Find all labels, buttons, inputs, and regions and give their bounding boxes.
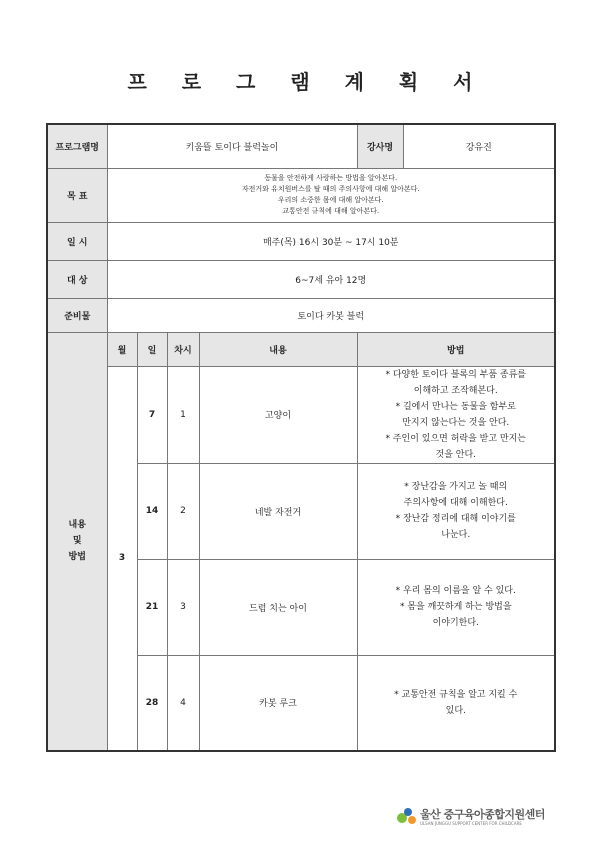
method-line: * 길에서 만나는 동물을 함부로 <box>395 401 516 412</box>
schedule-label: 일 시 <box>47 222 107 260</box>
method-line: * 장난감을 가지고 놀 때의 <box>404 482 508 492</box>
month-value: 3 <box>107 366 137 751</box>
logo-blue-dot <box>404 808 412 816</box>
content-header: 내용 <box>199 332 357 366</box>
goal-item: 우리의 소중한 몸에 대해 알아본다. <box>277 196 384 204</box>
session-value: 1 <box>167 366 199 463</box>
goal-item: 동물을 안전하게 사랑하는 방법을 알아본다. <box>264 174 398 182</box>
goal-item: 자전거와 유치원버스를 탈 때의 주의사항에 대해 알아본다. <box>241 185 420 193</box>
method-line: 있다. <box>445 705 466 716</box>
day-header: 일 <box>137 332 167 366</box>
materials-value: 토이다 카봇 블럭 <box>107 298 555 332</box>
content-header-row <box>47 332 555 366</box>
method-header: 방법 <box>357 332 555 366</box>
method-line: * 교통안전 규칙을 알고 지킬 수 <box>394 689 518 700</box>
session-header: 차시 <box>167 332 199 366</box>
document-title: 프 로 그 램 계 획 서 <box>127 70 487 94</box>
center-logo <box>396 804 566 832</box>
center-logo-name: 울산 중구육아종합지원센터 <box>420 808 545 821</box>
goals-list <box>107 168 555 222</box>
day-value: 7 <box>137 366 167 463</box>
method-line: * 주인이 있으면 허락을 받고 만지는 <box>385 433 527 444</box>
method-value <box>357 463 555 559</box>
method-line: 이해하고 조작해본다. <box>413 385 498 396</box>
center-logo-icon <box>396 804 418 828</box>
method-value <box>357 559 555 655</box>
program-row <box>47 124 555 168</box>
program-name-label: 프로그램명 <box>47 124 107 168</box>
day-value: 21 <box>137 559 167 655</box>
day-value: 14 <box>137 463 167 559</box>
session-value: 3 <box>167 559 199 655</box>
logo-orange-dot <box>408 816 416 824</box>
method-line: * 다양한 토이다 블록의 부품 종류를 <box>385 369 527 380</box>
day-value: 28 <box>137 655 167 751</box>
method-line: 만지지 않는다는 것을 안다. <box>402 417 510 428</box>
method-value <box>357 655 555 751</box>
method-line: 나눈다. <box>441 530 471 540</box>
goals-label: 목 표 <box>47 168 107 222</box>
method-line: * 몸을 깨끗하게 하는 방법을 <box>399 602 512 612</box>
method-value <box>357 366 555 463</box>
center-logo-subtitle: ULSAN JUNGGU SUPPORT CENTER FOR CHILDCARE <box>420 821 522 826</box>
program-name-value: 키움뜰 토이다 블럭놀이 <box>107 124 357 168</box>
instructor-value: 강유진 <box>403 124 555 168</box>
content-method-label <box>47 332 107 751</box>
materials-label: 준비물 <box>47 298 107 332</box>
table-row <box>47 366 555 463</box>
program-plan-table <box>46 123 556 752</box>
content-value: 고양이 <box>199 366 357 463</box>
materials-row <box>47 298 555 332</box>
method-line: * 우리 몸의 이름을 알 수 있다. <box>395 586 516 596</box>
method-line: 이야기한다. <box>432 618 479 628</box>
content-label-line: 내용 <box>68 520 86 531</box>
target-row <box>47 260 555 298</box>
content-label-line: 방법 <box>68 552 86 563</box>
content-label-line: 및 <box>72 536 82 547</box>
goal-item: 교통안전 규칙에 대해 알아본다. <box>282 207 380 215</box>
target-label: 대 상 <box>47 260 107 298</box>
schedule-value: 매주(목) 16시 30분 ~ 17시 10분 <box>107 222 555 260</box>
content-value: 카봇 루크 <box>199 655 357 751</box>
goals-row <box>47 168 555 222</box>
session-value: 4 <box>167 655 199 751</box>
method-line: 주의사항에 대해 이해한다. <box>403 498 508 508</box>
instructor-label: 강사명 <box>357 124 403 168</box>
method-line: 것을 안다. <box>435 449 476 460</box>
method-line: * 장난감 정리에 대해 이야기를 <box>395 514 516 524</box>
target-value: 6~7세 유아 12명 <box>107 260 555 298</box>
content-value: 네발 자전거 <box>199 463 357 559</box>
session-value: 2 <box>167 463 199 559</box>
schedule-row <box>47 222 555 260</box>
content-value: 드럼 치는 아이 <box>199 559 357 655</box>
month-header: 월 <box>107 332 137 366</box>
